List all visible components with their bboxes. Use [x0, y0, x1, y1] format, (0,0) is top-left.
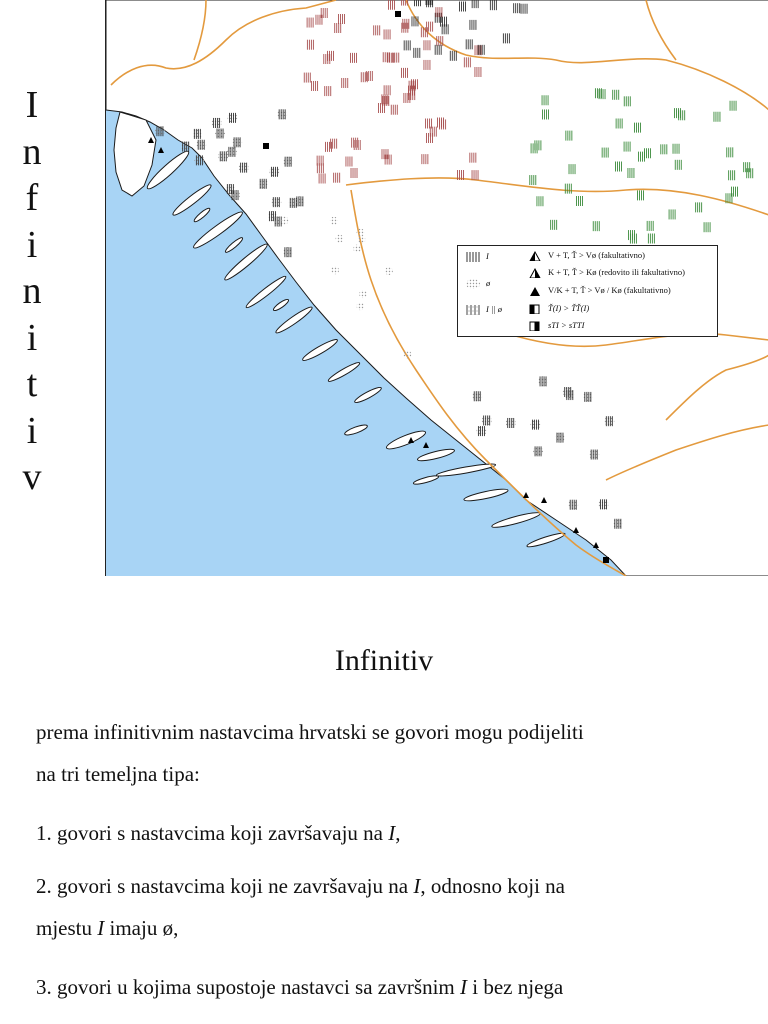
half-square-right-icon: [528, 321, 542, 331]
dialect-marker: [331, 266, 339, 274]
dialect-marker: [613, 519, 623, 529]
dialect-marker: [239, 163, 249, 173]
dialect-marker: [589, 450, 599, 460]
dialect-marker: [225, 184, 235, 194]
dialect-marker: [227, 147, 237, 157]
square-marker: [603, 557, 609, 563]
dialect-marker: [277, 109, 287, 119]
legend-item: I || ø: [466, 304, 502, 315]
dialect-marker: [357, 229, 365, 237]
title-letter: i: [26, 316, 38, 359]
legend-item: K + T, Ť > Kø (redovito ili fakultativno): [528, 267, 685, 278]
dialect-marker: [212, 118, 222, 128]
title-letter: n: [22, 130, 42, 173]
title-letter: t: [26, 363, 38, 405]
legend-item: I: [466, 251, 489, 262]
dialect-marker: [353, 245, 361, 253]
list-item-2: 2. govori s nastavcima koji ne završavaju na I, odnosno koji na mjestu I imaju ø,: [36, 874, 565, 940]
dialect-marker: [385, 267, 393, 275]
title-letter: I: [25, 84, 39, 126]
dialect-marker: [538, 376, 548, 386]
dialect-marker: [295, 196, 305, 206]
dialect-marker: [336, 235, 344, 243]
dialect-marker: [269, 167, 279, 177]
dialect-marker: [403, 350, 411, 358]
dialect-marker: [583, 392, 593, 402]
filled-triangle-icon: [528, 286, 542, 296]
dialect-marker: [565, 390, 575, 400]
dialect-marker: [482, 415, 492, 425]
dialect-marker: [283, 247, 293, 257]
title-letter: n: [22, 270, 42, 312]
dialect-marker: [359, 290, 367, 298]
dialect-marker: [357, 302, 365, 310]
dialect-marker: [506, 418, 516, 428]
dialect-map: [105, 0, 768, 576]
list-item-1: 1. govori s nastavcima koji završavaju na I,: [36, 821, 401, 845]
vertical-title: [14, 82, 50, 501]
dialect-marker: [568, 500, 578, 510]
dialect-marker: [271, 197, 281, 207]
dialect-marker: [218, 151, 228, 161]
legend-item: Ť(I) > ŤŤ(I): [528, 303, 589, 314]
half-triangle-right-icon: [528, 251, 542, 261]
dialect-marker: [476, 426, 486, 436]
square-marker: [395, 11, 401, 17]
dialect-marker: [232, 137, 242, 147]
dialect-marker: [215, 128, 225, 138]
title-letter: v: [22, 456, 42, 498]
title-letter: f: [25, 177, 39, 219]
dialect-marker: [196, 140, 206, 150]
title-letter: i: [26, 223, 38, 266]
legend-item: ø: [466, 278, 490, 289]
dialect-marker: [357, 236, 365, 244]
title-letter: i: [26, 409, 38, 452]
vertical-hatch-icon: [466, 252, 480, 262]
half-square-left-icon: [528, 304, 542, 314]
dialect-marker: [555, 433, 565, 443]
dialect-marker: [472, 391, 482, 401]
dialect-marker: [192, 129, 202, 139]
dialect-marker: [533, 446, 543, 456]
square-marker: [263, 143, 269, 149]
dialect-marker: [280, 217, 288, 225]
legend-item: V + T, Ť > Vø (fakultativno): [528, 250, 645, 261]
dialect-marker: [227, 113, 237, 123]
intro-paragraph: prema infinitivnim nastavcima hrvatski se govori mogu podijeliti na tri temeljna tipa:: [36, 720, 584, 786]
half-triangle-left-icon: [528, 268, 542, 278]
list-item-3: 3. govori u kojima supostoje nastavci sa završnim I i bez njega: [36, 975, 564, 999]
dialect-marker: [598, 499, 608, 509]
legend-item: sTI > sTTI: [528, 320, 584, 331]
page-title: Infinitiv: [334, 644, 434, 677]
dialect-marker: [530, 420, 540, 430]
dotted-hatch-icon: [466, 305, 480, 315]
dialect-marker: [258, 179, 268, 189]
dialect-marker: [604, 416, 614, 426]
dialect-marker: [194, 155, 204, 165]
dialect-marker: [155, 126, 165, 136]
legend-item: V/K + T, Ť > Vø / Kø (fakultativno): [528, 285, 671, 296]
map-legend: [457, 245, 718, 337]
dialect-marker: [330, 217, 338, 225]
dialect-marker: [283, 157, 293, 167]
dialect-marker: [181, 142, 191, 152]
dotted-circle-icon: [466, 279, 480, 289]
